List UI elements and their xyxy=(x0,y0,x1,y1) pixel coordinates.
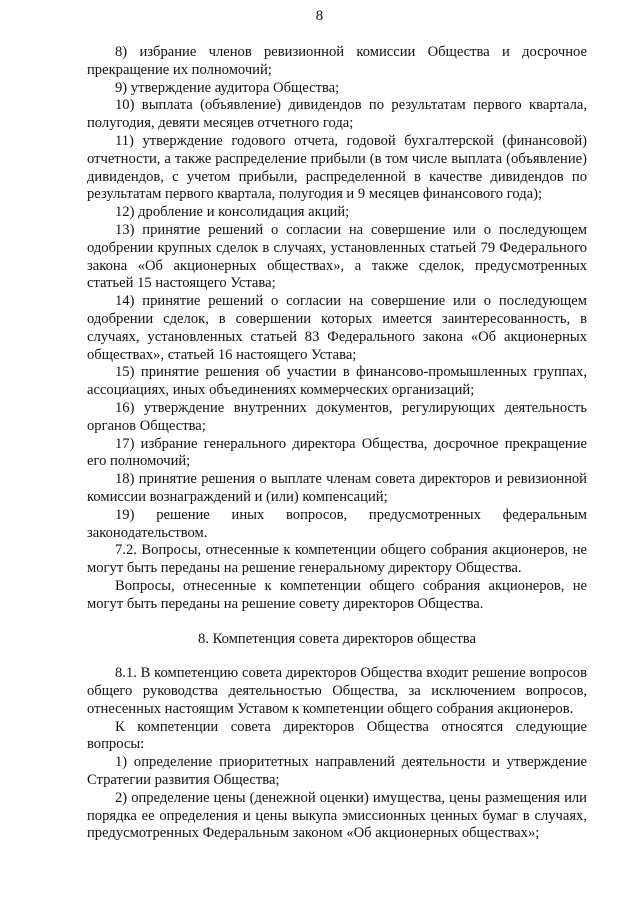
paragraph: Вопросы, отнесенные к компетенции общего собрания акционеров, не могут быть переданы на решение совету директоров Общества. xyxy=(87,577,587,612)
paragraph: 19) решение иных вопросов, предусмотренных федеральным законодательством. xyxy=(87,506,587,541)
paragraph: 13) принятие решений о согласии на совершение или о последующем одобрении крупных сделок в случаях, установленных статьей 79 Федерального закона «Об акционерных обществах», а также сделок, предусмотренных статьей 15 настоящего Устава; xyxy=(87,221,587,292)
paragraph: 15) принятие решения об участии в финансово-промышленных группах, ассоциациях, иных объединениях коммерческих организаций; xyxy=(87,364,587,399)
paragraph: 7.2. Вопросы, отнесенные к компетенции общего собрания акционеров, не могут быть переданы на решение генеральному директору Общества. xyxy=(87,542,587,577)
document-body xyxy=(87,44,587,843)
paragraph: 10) выплата (объявление) дивидендов по результатам первого квартала, полугодия, девяти месяцев отчетного года; xyxy=(87,97,587,132)
paragraph: К компетенции совета директоров Общества относятся следующие вопросы: xyxy=(87,718,587,753)
paragraph: 2) определение цены (денежной оценки) имущества, цены размещения или порядка ее определения и цены выкупа эмиссионных ценных бумаг в случаях, предусмотренных Федеральным законом «Об акционерных обществах»; xyxy=(87,789,587,842)
paragraph: 16) утверждение внутренних документов, регулирующих деятельность органов Общества; xyxy=(87,399,587,434)
paragraph: 8) избрание членов ревизионной комиссии Общества и досрочное прекращение их полномочий; xyxy=(87,44,587,78)
section-heading: 8. Компетенция совета директоров общества xyxy=(198,630,476,647)
paragraph: 12) дробление и консолидация акций; xyxy=(115,204,350,221)
paragraph: 18) принятие решения о выплате членам совета директоров и ревизионной комиссии вознаграждений и (или) компенсаций; xyxy=(87,471,587,505)
paragraph: 9) утверждение аудитора Общества; xyxy=(115,79,340,96)
paragraph: 8.1. В компетенцию совета директоров Общества входит решение вопросов общего руководства деятельностью Общества, за исключением вопросов, отнесенных настоящим Уставом к компетенции общего собрания акционеров. xyxy=(87,665,587,717)
paragraph: 14) принятие решений о согласии на совершение или о последующем одобрении сделок, в совершении которых имеется заинтересованность, в случаях, установленных статьей 83 Федерального закона «Об акционерных обществах», статьей 16 настоящего Устава; xyxy=(87,293,587,363)
paragraph: 17) избрание генерального директора Общества, досрочное прекращение его полномочий; xyxy=(87,435,587,470)
paragraph: 1) определение приоритетных направлений деятельности и утверждение Стратегии развития Общества; xyxy=(87,754,587,789)
paragraph: 11) утверждение годового отчета, годовой бухгалтерской (финансовой) отчетности, а также распределение прибыли (в том числе выплата (объявление) дивидендов, с учетом прибыли, распределенной в качестве дивидендов по результатам первого квартала, полугодия и 9 месяцев финансового года); xyxy=(87,132,587,203)
page-number: 8 xyxy=(315,8,324,24)
